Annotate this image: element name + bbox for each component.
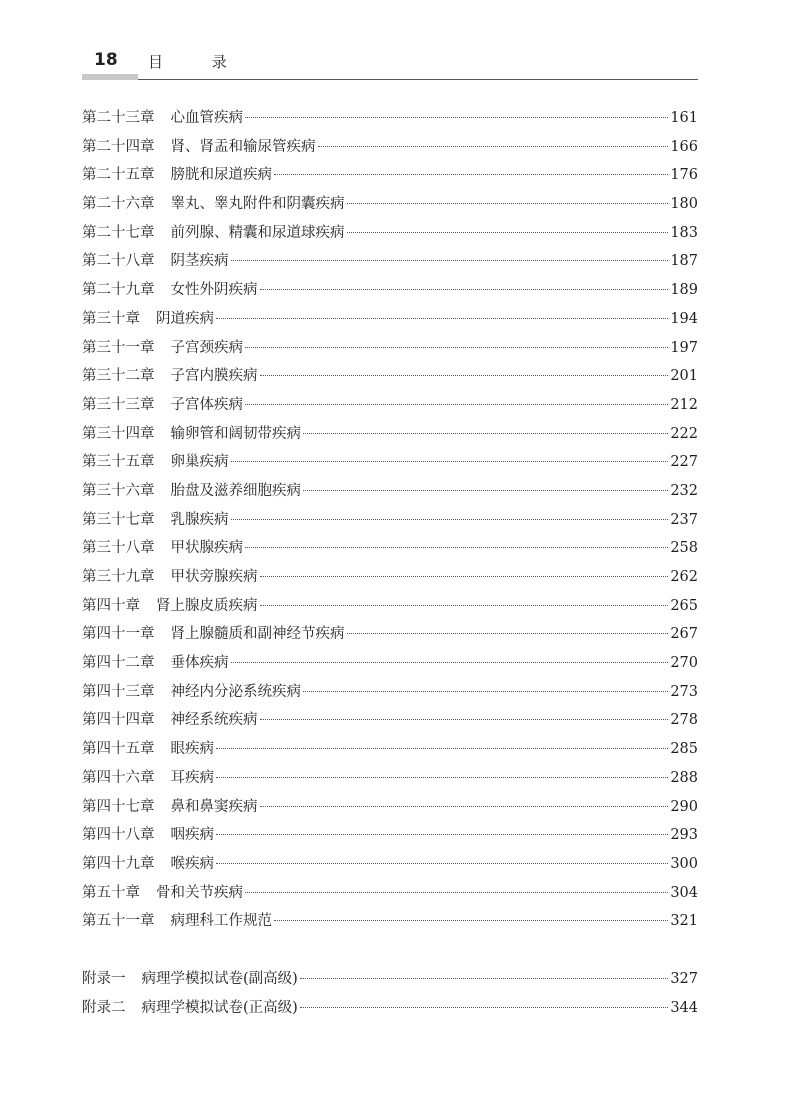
toc-page-number: 180 [670,196,698,213]
toc-chapter-title: 乳腺疾病 [170,511,229,528]
toc-entry[interactable] [82,622,698,651]
toc-page-number: 278 [670,712,698,729]
toc-chapter-title: 神经内分泌系统疾病 [170,683,301,700]
toc-chapter-title: 卵巢疾病 [170,454,229,471]
toc-chapter-title: 鼻和鼻窦疾病 [170,798,258,815]
toc-entry[interactable] [82,479,698,508]
toc-chapter-number: 第四十二章 [82,655,155,672]
toc-entry[interactable] [82,766,698,795]
toc-chapter-title: 胎盘及滋养细胞疾病 [170,482,301,499]
toc-leader-dots [260,806,669,807]
toc-page-number: 293 [670,827,698,844]
toc-entry[interactable] [82,996,698,1025]
toc-entry[interactable] [82,708,698,737]
toc-entry[interactable] [82,852,698,881]
toc-entry[interactable] [82,249,698,278]
toc-leader-dots [245,547,668,548]
toc-chapter-title: 骨和关节疾病 [156,884,243,901]
toc-leader-dots [260,576,669,577]
toc-entry[interactable] [82,967,698,996]
toc-chapter-number: 第四十八章 [82,827,155,844]
toc-leader-dots [318,146,669,147]
toc-page-number: 300 [670,855,698,872]
appendix-list [82,967,698,1024]
toc-leader-dots [274,174,668,175]
toc-chapter-number: 第四十四章 [82,712,155,729]
toc-leader-dots [303,433,668,434]
toc-page-number: 201 [670,368,698,385]
toc-leader-dots [300,1007,668,1008]
toc-chapter-number: 第五十一章 [82,913,155,930]
toc-chapter-title: 阴茎疾病 [170,253,229,270]
toc-chapter-number: 附录二 [82,999,126,1016]
toc-page-number: 212 [670,396,698,413]
toc-page-number: 327 [670,971,698,987]
toc-page-number: 273 [670,683,698,700]
toc-chapter-title: 阴道疾病 [156,310,214,327]
toc-entry[interactable] [82,651,698,680]
toc-leader-dots [216,777,668,778]
toc-chapter-title: 子宫内膜疾病 [170,368,258,385]
toc-chapter-title: 肾、肾盂和输尿管疾病 [170,138,316,155]
toc-chapter-number: 第二十四章 [82,138,155,155]
toc-entry[interactable] [82,278,698,307]
toc-chapter-number: 第三十四章 [82,425,155,442]
toc-chapter-number: 第三十二章 [82,368,155,385]
toc-leader-dots [347,203,669,204]
toc-leader-dots [260,289,669,290]
toc-page-number: 265 [670,597,698,614]
toc-entry[interactable] [82,737,698,766]
toc-chapter-number: 第四十一章 [82,626,155,643]
toc-page-number: 227 [670,454,698,471]
toc-chapter-title: 神经系统疾病 [170,712,258,729]
toc-entry[interactable] [82,680,698,709]
toc-page-number: 183 [670,224,698,241]
toc-leader-dots [231,662,669,663]
toc-chapter-title: 输卵管和阔韧带疾病 [170,425,301,442]
toc-chapter-title: 甲状腺疾病 [170,540,243,557]
toc-leader-dots [300,978,668,979]
page-number: 18 [94,50,118,70]
toc-page-number: 166 [670,138,698,155]
toc-leader-dots [216,318,668,319]
toc-chapter-number: 第二十九章 [82,282,155,299]
toc-page-number: 189 [670,282,698,299]
page-number-bar [82,74,138,80]
toc-page-number: 304 [670,884,698,901]
toc-leader-dots [260,605,669,606]
toc-chapter-number: 第三十九章 [82,569,155,585]
toc-entry[interactable] [82,336,698,365]
toc-entry[interactable] [82,163,698,192]
toc-page-number: 161 [670,110,698,126]
toc-entry[interactable] [82,192,698,221]
toc-leader-dots [231,519,669,520]
toc-leader-dots [231,461,669,462]
toc-leader-dots [274,920,668,921]
toc-page-number: 176 [670,167,698,184]
toc-leader-dots [245,347,668,348]
toc-entry[interactable] [82,536,698,565]
toc-chapter-number: 第三十章 [82,310,140,327]
toc-chapter-title: 病理学模拟试卷(正高级) [141,999,298,1016]
toc-chapter-title: 肾上腺髓质和副神经节疾病 [170,626,345,643]
toc-chapter-title: 睾丸、睾丸附件和阴囊疾病 [170,196,345,213]
toc-entry[interactable] [82,565,698,594]
toc-chapter-number: 第三十一章 [82,339,155,356]
toc-chapter-title: 病理科工作规范 [170,913,272,930]
toc-chapter-title: 女性外阴疾病 [170,282,258,299]
toc-entry[interactable] [82,594,698,623]
toc-chapter-number: 第二十八章 [82,253,155,270]
toc-chapter-number: 第四十章 [82,597,140,614]
toc-chapter-title: 肾上腺皮质疾病 [156,597,258,614]
toc-chapter-number: 第五十章 [82,884,140,901]
toc-chapter-number: 第二十五章 [82,167,155,184]
toc-chapter-number: 第二十七章 [82,224,155,241]
header-rule [138,79,698,80]
toc-chapter-title: 咽疾病 [170,827,214,844]
toc-leader-dots [347,633,669,634]
toc-page-number: 232 [670,482,698,499]
toc-chapter-number: 第三十七章 [82,511,155,528]
toc-chapter-number: 第四十九章 [82,855,155,872]
toc-page-number: 290 [670,798,698,815]
toc-chapter-number: 第三十八章 [82,540,155,557]
toc-chapter-title: 膀胱和尿道疾病 [170,167,272,184]
toc-leader-dots [231,260,669,261]
toc-entry[interactable] [82,823,698,852]
toc-chapter-number: 第三十六章 [82,482,155,499]
toc-leader-dots [216,748,668,749]
toc-page-number: 258 [670,540,698,557]
toc-page-number: 321 [670,913,698,930]
toc-leader-dots [260,375,669,376]
toc-chapter-number: 第四十三章 [82,683,155,700]
toc-page-number: 197 [670,339,698,356]
toc-leader-dots [216,834,668,835]
toc-entry[interactable] [82,508,698,537]
toc-list [82,106,698,938]
toc-leader-dots [245,117,668,118]
toc-chapter-title: 心血管疾病 [170,110,243,126]
toc-page-number: 222 [670,425,698,442]
toc-page-number: 288 [670,769,698,786]
toc-page-number: 194 [670,310,698,327]
toc-chapter-number: 第四十五章 [82,741,155,758]
toc-chapter-title: 子宫体疾病 [170,396,243,413]
toc-leader-dots [260,719,669,720]
toc-entry[interactable] [82,364,698,393]
toc-page-number: 187 [670,253,698,270]
toc-chapter-number: 第四十六章 [82,769,155,786]
toc-chapter-title: 耳疾病 [170,769,214,786]
toc-entry[interactable] [82,307,698,336]
toc-leader-dots [216,863,668,864]
page-number-box [82,46,138,80]
toc-entry[interactable] [82,450,698,479]
toc-entry[interactable] [82,795,698,824]
toc-chapter-title: 甲状旁腺疾病 [170,569,258,585]
toc-entry[interactable] [82,422,698,451]
toc-page-number: 285 [670,741,698,758]
toc-entry[interactable] [82,106,698,135]
toc-leader-dots [245,404,668,405]
toc-chapter-title: 病理学模拟试卷(副高级) [141,971,298,987]
toc-leader-dots [303,691,668,692]
toc-page-number: 262 [670,569,698,585]
toc-chapter-number: 第三十三章 [82,396,155,413]
toc-entry[interactable] [82,135,698,164]
toc-chapter-title: 前列腺、精囊和尿道球疾病 [170,224,345,241]
toc-entry[interactable] [82,909,698,938]
toc-chapter-title: 眼疾病 [170,741,214,758]
toc-leader-dots [245,892,668,893]
page-header [82,46,698,82]
toc-chapter-title: 喉疾病 [170,855,214,872]
toc-page-number: 267 [670,626,698,643]
toc-chapter-number: 第二十六章 [82,196,155,213]
toc-page-number: 270 [670,655,698,672]
toc-chapter-number: 附录一 [82,971,126,987]
toc-chapter-title: 垂体疾病 [170,655,229,672]
toc-chapter-title: 子宫颈疾病 [170,339,243,356]
toc-page-number: 344 [670,999,698,1016]
toc-entry[interactable] [82,393,698,422]
toc-leader-dots [347,232,669,233]
toc-chapter-number: 第三十五章 [82,454,155,471]
toc-page-number: 237 [670,511,698,528]
toc-chapter-number: 第二十三章 [82,110,155,126]
header-title: 目 录 [148,53,249,71]
toc-leader-dots [303,490,668,491]
toc-entry[interactable] [82,881,698,910]
toc-chapter-number: 第四十七章 [82,798,155,815]
toc-entry[interactable] [82,221,698,250]
